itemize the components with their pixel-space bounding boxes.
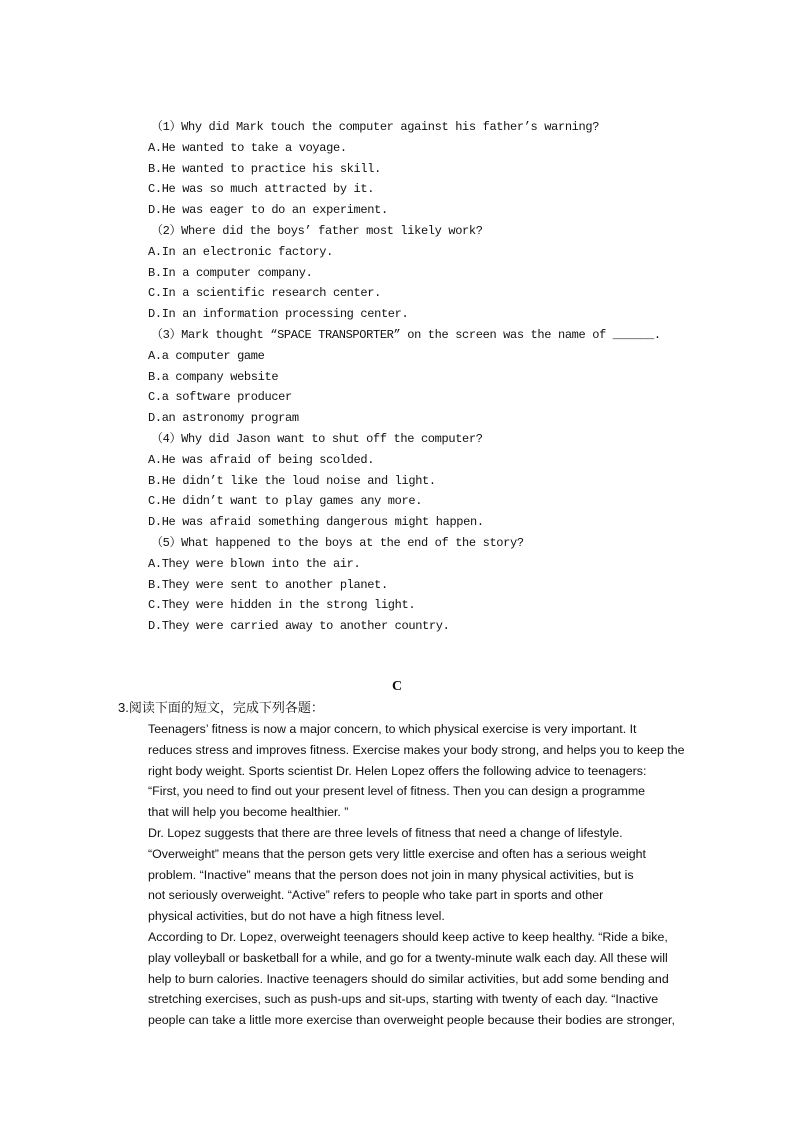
question-stem: （1）Why did Mark touch the computer against his father’s warning?: [151, 120, 600, 134]
passage-line: not seriously overweight. “Active” refers to people who take part in sports and other: [148, 888, 604, 903]
question-2: [148, 221, 708, 325]
option-d: D.In an information processing center.: [148, 307, 409, 322]
question-1: [148, 117, 708, 221]
passage-line: “Overweight” means that the person gets very little exercise and often has a serious weight: [148, 846, 646, 861]
option-c: C.He didn’t want to play games any more.: [148, 494, 423, 509]
passage-line: reduces stress and improves fitness. Exercise makes your body strong, and helps you to keep the: [148, 742, 685, 757]
question-4: [148, 429, 708, 533]
option-d: D.He was eager to do an experiment.: [148, 203, 388, 218]
option-d: D.He was afraid something dangerous might happen.: [148, 515, 484, 530]
option-d: D.an astronomy program: [148, 411, 299, 426]
option-c: C.They were hidden in the strong light.: [148, 598, 416, 613]
question-stem: （4）Why did Jason want to shut off the computer?: [151, 431, 483, 446]
question-stem: （3）Mark thought “SPACE TRANSPORTER” on the screen was the name of ______.: [151, 327, 661, 342]
passage-line: people can take a little more exercise than overweight people because their bodies are stronger,: [148, 1013, 675, 1028]
option-b: B.a company website: [148, 369, 279, 384]
option-c: C.In a scientific research center.: [148, 286, 381, 301]
task-instruction: 3.阅读下面的短文，完成下列各题：: [118, 700, 324, 715]
passage-line: stretching exercises, such as push-ups and sit-ups, starting with twenty of each day. “Inactive: [148, 992, 659, 1007]
passage-line: Dr. Lopez suggests that there are three levels of fitness that need a change of lifestyle.: [148, 825, 623, 840]
option-a: A.In an electronic factory.: [148, 244, 333, 259]
option-d: D.They were carried away to another country.: [148, 619, 450, 634]
option-b: B.They were sent to another planet.: [148, 577, 388, 592]
question-list: [148, 117, 708, 637]
passage-line: Teenagers’ fitness is now a major concern, to which physical exercise is very important. It: [148, 722, 637, 736]
option-c: C.a software producer: [148, 390, 292, 405]
question-stem: （2）Where did the boys’ father most likely work?: [151, 223, 483, 238]
question-5: [148, 533, 708, 637]
question-3: [148, 325, 708, 429]
option-a: A.He was afraid of being scolded.: [148, 452, 375, 467]
option-b: B.In a computer company.: [148, 265, 313, 280]
reading-passage: [148, 719, 708, 1031]
passage-line: “First, you need to find out your present level of fitness. Then you can design a programme: [148, 784, 646, 799]
passage-line: help to burn calories. Inactive teenagers should do similar activities, but add some bending and: [148, 971, 669, 986]
passage-line: According to Dr. Lopez, overweight teenagers should keep active to keep healthy. “Ride a bike,: [148, 929, 668, 944]
passage-line: that will help you become healthier. ”: [148, 805, 349, 820]
option-a: A.They were blown into the air.: [148, 556, 361, 571]
option-b: B.He didn’t like the loud noise and light.: [148, 473, 436, 488]
option-c: C.He was so much attracted by it.: [148, 182, 375, 197]
passage-line: physical activities, but do not have a high fitness level.: [148, 909, 445, 924]
section-heading: C: [391, 679, 403, 694]
question-stem: （5）What happened to the boys at the end of the story?: [151, 535, 524, 550]
passage-line: play volleyball or basketball for a while, and go for a twenty-minute walk each day. All these will: [148, 950, 668, 965]
option-b: B.He wanted to practice his skill.: [148, 161, 381, 176]
option-a: A.He wanted to take a voyage.: [148, 140, 347, 155]
passage-line: right body weight. Sports scientist Dr. Helen Lopez offers the following advice to teenagers:: [148, 763, 647, 778]
passage-line: problem. “Inactive” means that the person does not join in many physical activities, but is: [148, 867, 634, 882]
option-a: A.a computer game: [148, 348, 265, 363]
